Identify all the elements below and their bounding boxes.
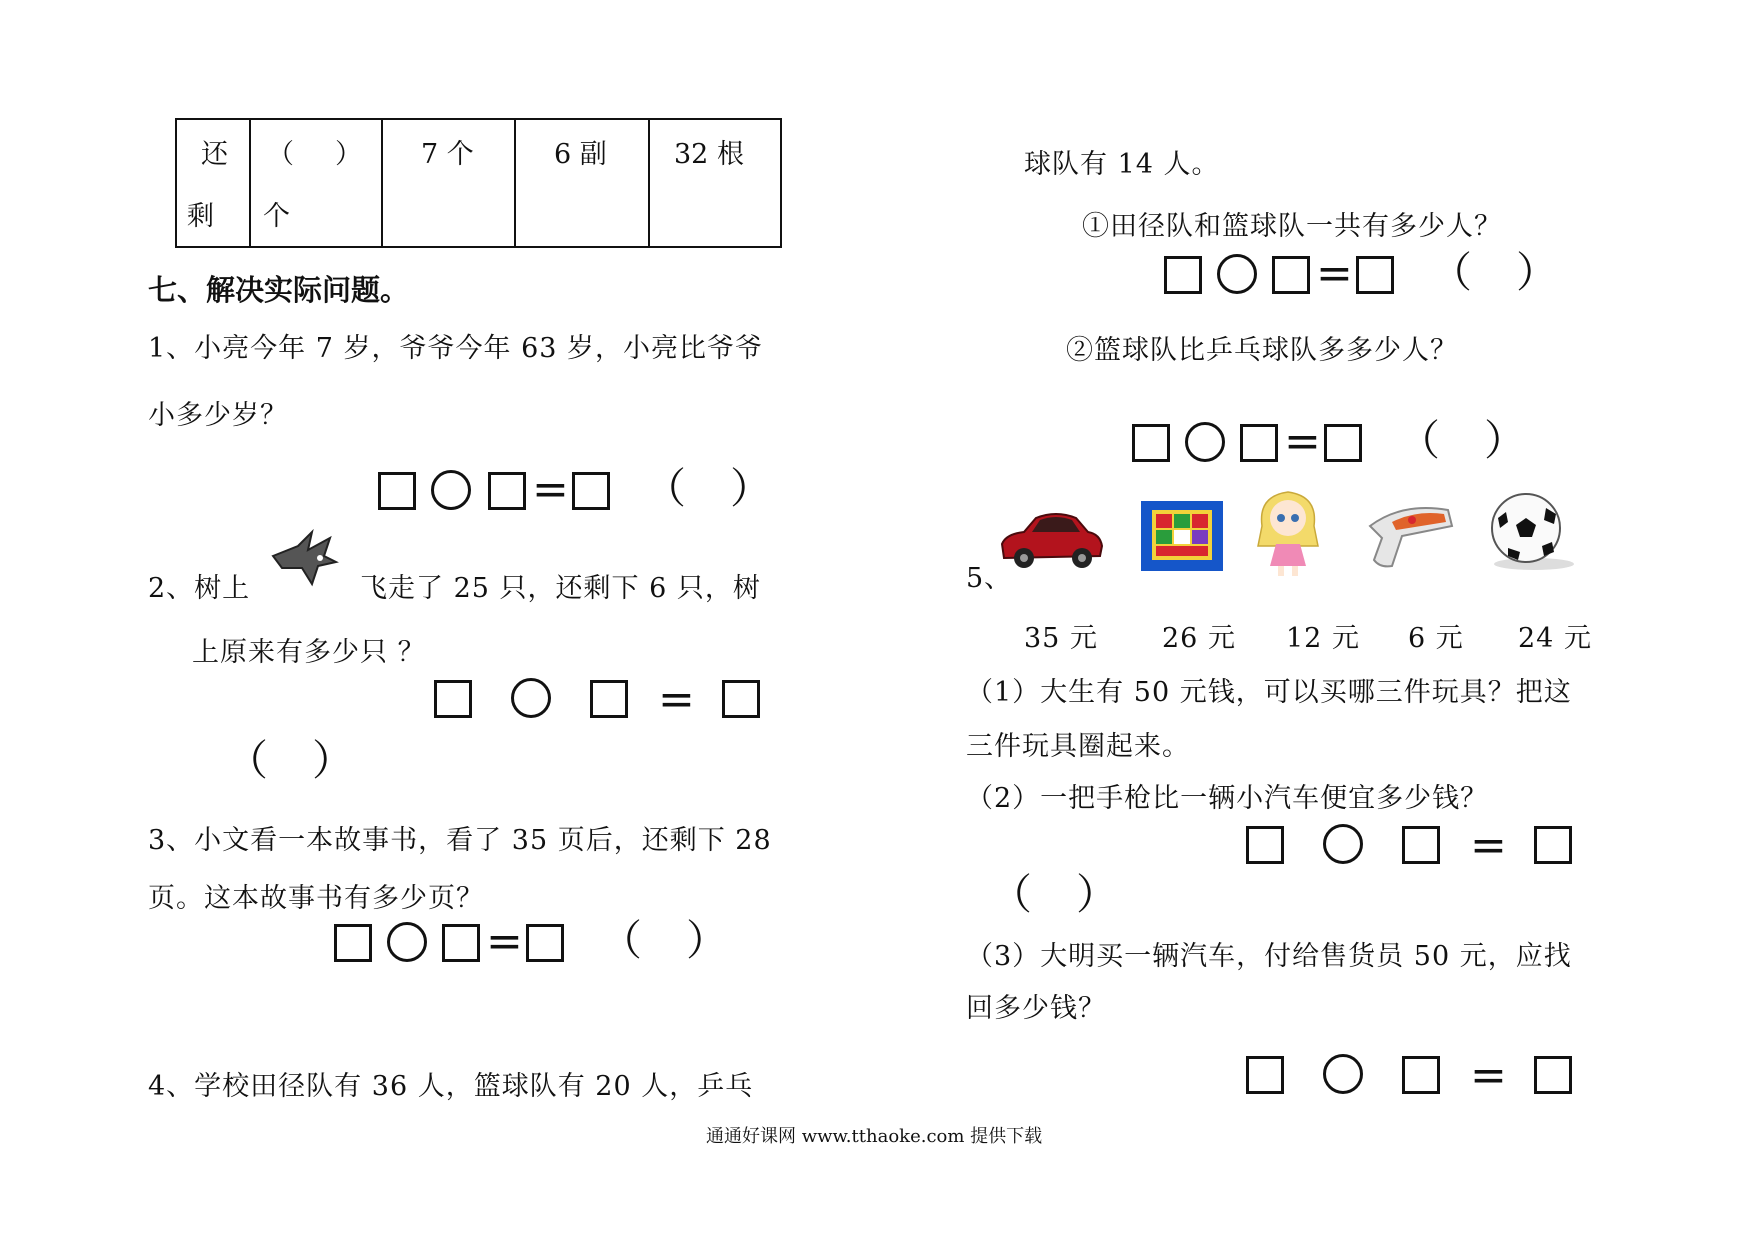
value-text: 6 副 xyxy=(554,139,607,170)
unit-open-paren: （ xyxy=(600,916,643,965)
answer-box[interactable] xyxy=(1534,1056,1572,1094)
answer-box[interactable] xyxy=(1402,826,1440,864)
operator-circle[interactable] xyxy=(431,470,471,510)
equals-sign: = xyxy=(658,674,695,725)
q2-suffix: 飞走了 25 只，还剩下 6 只，树 xyxy=(360,573,761,604)
answer-box[interactable] xyxy=(722,680,760,718)
q4-sub1: ①田径队和篮球队一共有多少人？ xyxy=(1082,211,1502,242)
value-text: 7 个 xyxy=(421,139,474,170)
q4-line2: 球队有 14 人。 xyxy=(1024,149,1220,180)
q5-part2: （2）一把手枪比一辆小汽车便宜多少钱？ xyxy=(966,783,1489,814)
answer-box[interactable] xyxy=(1246,1056,1284,1094)
value-cell xyxy=(649,119,781,247)
answer-box[interactable] xyxy=(526,924,564,962)
equals-sign: = xyxy=(532,464,569,515)
answer-box[interactable] xyxy=(1534,826,1572,864)
unit-close-paren: ） xyxy=(686,916,729,965)
remaining-table xyxy=(175,118,782,248)
bird-icon xyxy=(268,528,340,590)
equals-sign: = xyxy=(1284,416,1321,467)
answer-box[interactable] xyxy=(1272,256,1310,294)
answer-box[interactable] xyxy=(1356,256,1394,294)
blank-cell[interactable] xyxy=(250,119,382,247)
operator-circle[interactable] xyxy=(1185,422,1225,462)
toy-car-icon xyxy=(996,504,1106,572)
blank-unit: 个 xyxy=(263,201,290,232)
q1-line2: 小多少岁？ xyxy=(148,400,288,431)
operator-circle[interactable] xyxy=(1323,824,1363,864)
unit-close-paren: ） xyxy=(312,736,355,785)
unit-open-paren: （ xyxy=(644,464,687,513)
toy-price-gun: 6 元 xyxy=(1408,623,1464,654)
toy-price-doll: 12 元 xyxy=(1286,623,1360,654)
toy-price-car: 35 元 xyxy=(1024,623,1098,654)
unit-close-paren: ） xyxy=(1076,870,1119,919)
answer-box[interactable] xyxy=(1132,424,1170,462)
header-char-2: 剩 xyxy=(187,201,214,232)
unit-close-paren: ） xyxy=(730,464,773,513)
answer-box[interactable] xyxy=(1402,1056,1440,1094)
q5-part1-line2: 三件玩具圈起来。 xyxy=(966,731,1190,762)
unit-open-paren: （ xyxy=(226,736,269,785)
toy-puzzle-icon xyxy=(1140,500,1224,572)
table-header-cell xyxy=(176,119,250,247)
footer-text: 通通好课网 www.tthaoke.com 提供下载 xyxy=(706,1126,1043,1147)
equals-sign: = xyxy=(1470,820,1507,871)
answer-box[interactable] xyxy=(1324,424,1362,462)
toy-price-ball: 24 元 xyxy=(1518,623,1592,654)
answer-box[interactable] xyxy=(572,472,610,510)
answer-box[interactable] xyxy=(488,472,526,510)
q5-part3-line1: （3）大明买一辆汽车，付给售货员 50 元，应找 xyxy=(966,941,1572,972)
blank-open-paren: （ xyxy=(267,139,294,170)
answer-box[interactable] xyxy=(1240,424,1278,462)
answer-box[interactable] xyxy=(590,680,628,718)
toy-gun-icon xyxy=(1362,496,1456,574)
q1-line1: 1、小亮今年 7 岁，爷爷今年 63 岁，小亮比爷爷 xyxy=(148,333,764,364)
blank-close-paren: ） xyxy=(335,139,362,170)
equals-sign: = xyxy=(1470,1050,1507,1101)
q2-prefix: 2、树上 xyxy=(148,573,251,604)
unit-close-paren: ） xyxy=(1484,416,1527,465)
header-char-1: 还 xyxy=(201,139,228,170)
unit-open-paren: （ xyxy=(1398,416,1441,465)
equals-sign: = xyxy=(1316,248,1353,299)
q5-part3-line2: 回多少钱？ xyxy=(966,993,1106,1024)
operator-circle[interactable] xyxy=(1217,254,1257,294)
unit-close-paren: ） xyxy=(1516,248,1559,297)
toy-price-puzzle: 26 元 xyxy=(1162,623,1236,654)
q5-part1-line1: （1）大生有 50 元钱，可以买哪三件玩具？把这 xyxy=(966,677,1572,708)
q5-number: 5、 xyxy=(966,563,1013,594)
answer-box[interactable] xyxy=(1164,256,1202,294)
q3-line2: 页。这本故事书有多少页？ xyxy=(148,883,484,914)
soccer-ball-icon xyxy=(1484,490,1576,572)
answer-box[interactable] xyxy=(434,680,472,718)
q4-line1: 4、学校田径队有 36 人，篮球队有 20 人，乒乓 xyxy=(148,1071,754,1102)
q3-line1: 3、小文看一本故事书，看了 35 页后，还剩下 28 xyxy=(148,825,772,856)
operator-circle[interactable] xyxy=(511,678,551,718)
answer-box[interactable] xyxy=(1246,826,1284,864)
doll-icon xyxy=(1252,486,1324,580)
answer-box[interactable] xyxy=(442,924,480,962)
unit-open-paren: （ xyxy=(990,870,1033,919)
operator-circle[interactable] xyxy=(387,922,427,962)
answer-box[interactable] xyxy=(378,472,416,510)
answer-box[interactable] xyxy=(334,924,372,962)
q4-sub2: ②篮球队比乒乓球队多多少人？ xyxy=(1066,335,1458,366)
value-text: 32 根 xyxy=(674,139,744,170)
equals-sign: = xyxy=(486,916,523,967)
section-title: 七、解决实际问题。 xyxy=(148,273,410,307)
unit-open-paren: （ xyxy=(1430,248,1473,297)
operator-circle[interactable] xyxy=(1323,1054,1363,1094)
value-cell xyxy=(382,119,515,247)
value-cell xyxy=(515,119,649,247)
q2-line2: 上原来有多少只 ？ xyxy=(192,637,426,668)
